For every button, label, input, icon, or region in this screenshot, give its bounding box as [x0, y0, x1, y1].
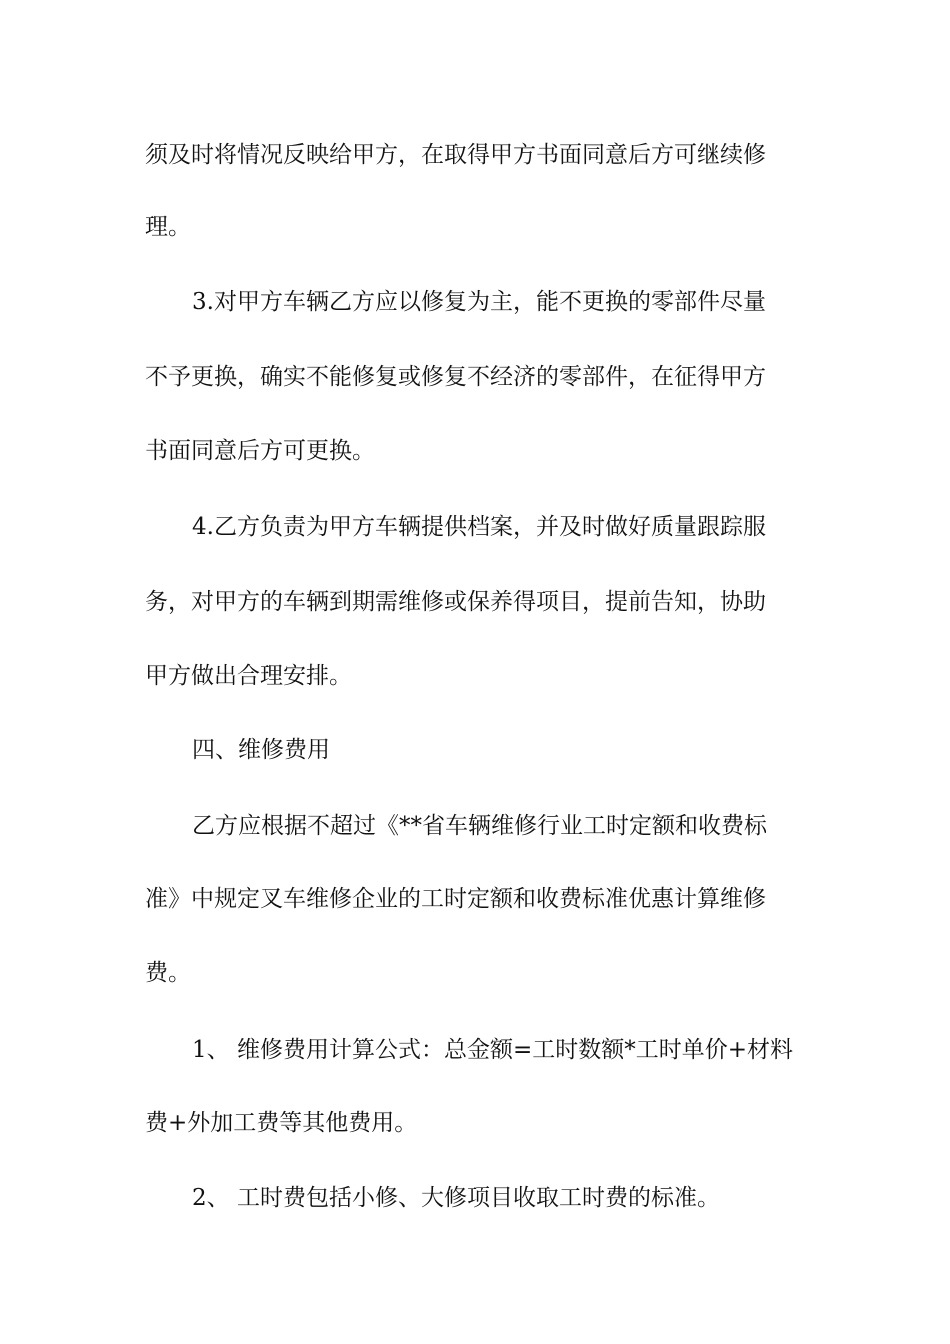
- paragraph-line: 2、 工时费包括小修、大修项目收取工时费的标准。: [192, 1185, 720, 1211]
- paragraph-line: 须及时将情况反映给甲方，在取得甲方书面同意后方可继续修: [145, 142, 766, 168]
- section-heading: 四、维修费用: [192, 737, 330, 763]
- paragraph-line: 务，对甲方的车辆到期需维修或保养得项目，提前告知，协助: [145, 589, 766, 615]
- paragraph-line: 1、 维修费用计算公式：总金额=工时数额*工时单价+材料: [192, 1037, 793, 1063]
- paragraph-line: 费。: [145, 960, 191, 986]
- paragraph-line: 4.乙方负责为甲方车辆提供档案，并及时做好质量跟踪服: [192, 514, 766, 540]
- paragraph-line: 准》中规定叉车维修企业的工时定额和收费标准优惠计算维修: [145, 886, 766, 912]
- paragraph-line: 乙方应根据不超过《**省车辆维修行业工时定额和收费标: [192, 813, 767, 839]
- paragraph-line: 3.对甲方车辆乙方应以修复为主，能不更换的零部件尽量: [192, 289, 766, 315]
- paragraph-line: 甲方做出合理安排。: [145, 663, 352, 689]
- paragraph-line: 费+外加工费等其他费用。: [145, 1110, 418, 1136]
- paragraph-line: 书面同意后方可更换。: [145, 438, 375, 464]
- paragraph-line: 理。: [145, 214, 191, 240]
- paragraph-line: 不予更换，确实不能修复或修复不经济的零部件，在征得甲方: [145, 364, 766, 390]
